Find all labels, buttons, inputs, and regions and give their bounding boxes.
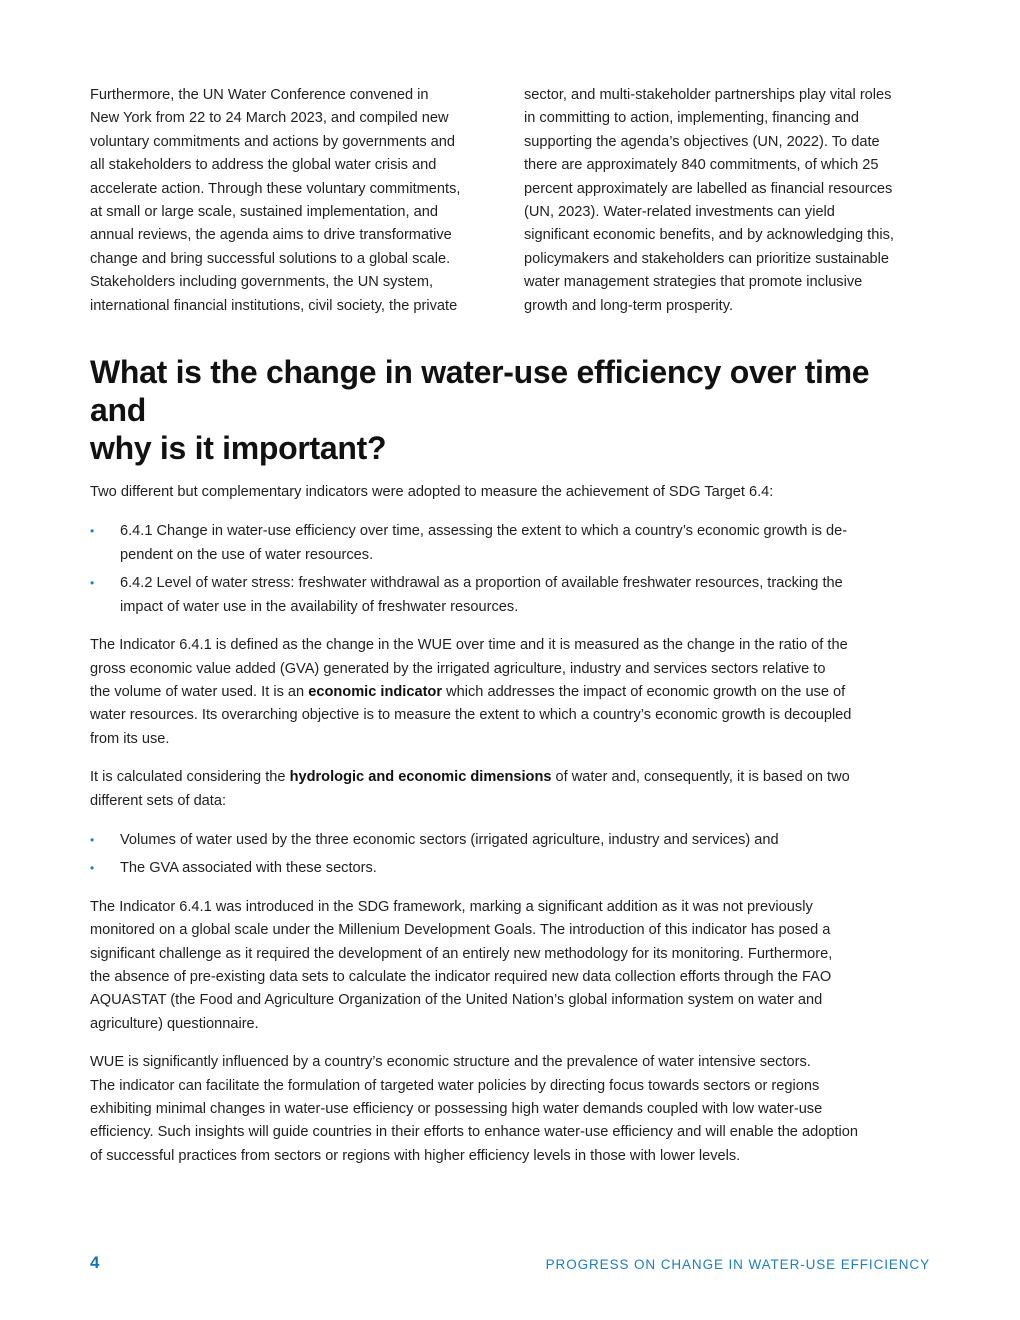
bullet-icon: • [90,524,95,539]
bullet-icon: • [90,832,95,847]
dataset-list [90,829,930,881]
list-item-text: 6.4.1 Change in water-use efficiency over time, assessing the extent to which a country’s economic growth is de- pendent on the use of water resources. [120,523,848,563]
bold-term: hydrologic and economic dimensions [289,769,552,786]
page-number: 4 [90,1253,100,1272]
running-title: PROGRESS ON CHANGE IN WATER-USE EFFICIENCY [545,1257,930,1272]
right-column-text: sector, and multi-stakeholder partnerships play vital roles in committing to action, implementing, financing and supporting the agenda’s objectives (UN, 2022). To date there are approximately 840 commitments, of which 25 percent approximately are labelled as financial resources (UN, 2023). Water-related investments can yield significant economic benefits, and by acknowledging this, policymakers and stakeholders can prioritize sustainable water management strategies that promote inclusive growth and long-term prosperity. [524,87,894,314]
list-item [90,829,930,852]
list-item-text: 6.4.2 Level of water stress: freshwater withdrawal as a proportion of available freshwater resources, tracking the impact of water use in the availability of freshwater resources. [120,575,843,615]
bold-term: economic indicator [308,683,443,700]
indicator-list [90,520,930,619]
policy-paragraph: WUE is significantly influenced by a country’s economic structure and the prevalence of water intensive sectors. The indicator can facilitate the formulation of targeted water policies by directing focus towards sectors or regions exhibiting minimal changes in water-use efficiency or possessing high water demands coupled with low water-use efficiency. Such insights will guide countries in their efforts to enhance water-use efficiency and will enable the adoption of successful practices from sectors or regions with higher efficiency levels in those with lower levels. [90,1054,858,1164]
text-run: The Indicator 6.4.1 is defined as the change in the WUE over time and it is measured as the change in the ratio of the gross economic value added (GVA) generated by the irrigated agriculture, industry and services sectors relative to the volume of water used. It is an [90,637,848,700]
list-item [90,520,930,567]
calculation-paragraph [90,766,930,813]
bullet-icon: • [90,576,95,591]
section-heading: What is the change in water-use efficiency over time and why is it important? [90,354,870,467]
list-item [90,572,930,619]
list-item-text: The GVA associated with these sectors. [120,860,377,877]
text-run: which addresses the impact of economic growth on the use of water resources. Its overarching objective is to measure the extent to which a country’s economic growth is decoupled from its use. [90,683,852,747]
text-run: It is calculated considering the [90,769,290,786]
page-content [90,84,930,1168]
left-column-text: Furthermore, the UN Water Conference convened in New York from 22 to 24 March 2023, and compiled new voluntary commitments and actions by governments and all stakeholders to address the global water crisis and accelerate action. Through these voluntary commitments, at small or large scale, sustained implementation, and annual reviews, the agenda aims to drive transformative change and bring successful solutions to a global scale. Stakeholders including governments, the UN system, international financial institutions, civil society, the private [90,87,461,314]
two-column-intro [90,84,930,318]
text-run: of water and, consequently, it is based on two different sets of data: [90,769,850,809]
definition-paragraph [90,634,930,751]
intro-paragraph: Two different but complementary indicators were adopted to measure the achievement of SDG Target 6.4: [90,484,774,501]
bullet-icon: • [90,861,95,876]
list-item-text: Volumes of water used by the three economic sectors (irrigated agriculture, industry and services) and [120,831,779,848]
list-item [90,857,930,880]
history-paragraph: The Indicator 6.4.1 was introduced in the SDG framework, marking a significant addition as it was not previously monitored on a global scale under the Millenium Development Goals. The introduction of this indicator has posed a significant challenge as it required the development of an entirely new methodology for its monitoring. Furthermore, the absence of pre-existing data sets to calculate the indicator required new data collection efforts through the FAO AQUASTAT (the Food and Agriculture Organization of the United Nation’s global information system on water and agriculture) questionnaire. [90,898,833,1032]
